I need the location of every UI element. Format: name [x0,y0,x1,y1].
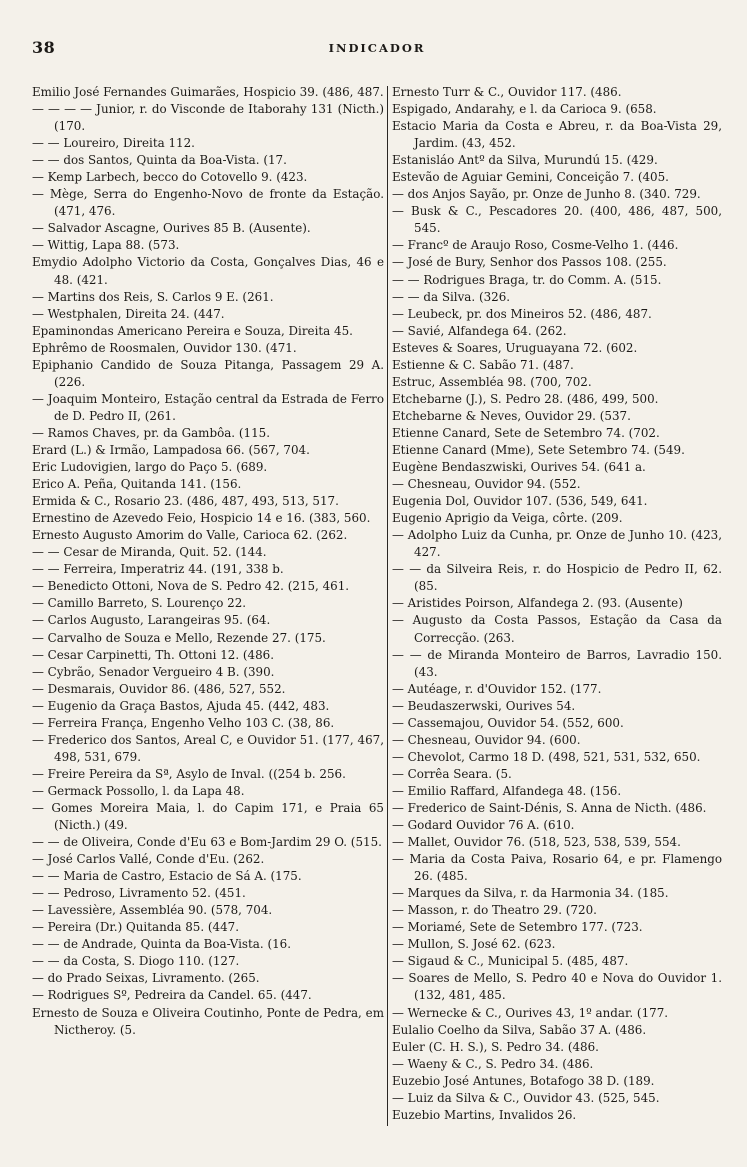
directory-entry: — Autéage, r. d'Ouvidor 152. (177. [392,681,602,696]
directory-entry: — Masson, r. do Theatro 29. (720. [392,903,597,918]
directory-entry: — Cassemajou, Ouvidor 54. (552, 600. [392,715,624,730]
directory-entry: — Godard Ouvidor 76 A. (610. [392,818,575,833]
directory-entry: — Frederico de Saint-Dénis, S. Anna de Nicth. (486. [392,800,707,815]
directory-entry: Eugenio Aprigio da Veiga, côrte. (209. [392,511,623,526]
directory-entry: — Leubeck, pr. dos Mineiros 52. (486, 487. [392,306,652,321]
directory-entry: Eugène Bendaszwiski, Ourives 54. (641 a. [392,460,646,475]
directory-entry: — Ferreira França, Engenho Velho 103 C. (38, 86. [32,715,335,730]
directory-entry: — Cesar Carpinetti, Th. Ottoni 12. (486. [32,647,275,662]
directory-entry: Epaminondas Americano Pereira e Souza, Direita 45. [32,323,353,338]
directory-entry: Estruc, Assembléa 98. (700, 702. [392,374,592,389]
directory-entry: — — Pedroso, Livramento 52. (451. [32,886,246,901]
directory-entry: — — de Miranda Monteiro de Barros, Lavradio 150. (43. [392,647,722,679]
directory-entry: — Germack Possollo, l. da Lapa 48. [32,783,245,798]
directory-entry: — Chevolot, Carmo 18 D. (498, 521, 531, 532, 650. [392,749,701,764]
directory-entry: — Desmarais, Ouvidor 86. (486, 527, 552. [32,681,286,696]
directory-entry: Estanisláo Antº da Silva, Murundú 15. (429. [392,153,658,168]
directory-entry: — Aristides Poirson, Alfandega 2. (93. (Ausente) [392,596,683,611]
directory-entry: — Kemp Larbech, becco do Cotovello 9. (423. [32,170,308,185]
directory-entry: — — da Silveira Reis, r. do Hospicio de Pedro II, 62. (85. [392,562,722,594]
directory-entry: Ernestino de Azevedo Feio, Hospicio 14 e 16. (383, 560. [32,511,371,526]
directory-entry: Estevão de Aguiar Gemini, Conceição 7. (405. [392,170,669,185]
directory-entry: — Waeny & C., S. Pedro 34. (486. [392,1056,594,1071]
directory-entry: — Westphalen, Direita 24. (447. [32,306,225,321]
directory-entry: Euzebio Martins, Invalidos 26. [392,1107,577,1122]
directory-entry: — Augusto da Costa Passos, Estação da Casa da Correcção. (263. [392,613,722,645]
directory-entry: — Luiz da Silva & C., Ouvidor 43. (525, 545. [392,1090,660,1105]
directory-entry: — Busk & C., Pescadores 20. (400, 486, 487, 500, 545. [392,204,722,236]
left-column [32,84,384,1039]
directory-entry: — Rodrigues Sº, Pedreira da Candel. 65. (447. [32,988,312,1003]
directory-entry: — Soares de Mello, S. Pedro 40 e Nova do Ouvidor 1. (132, 481, 485. [392,971,722,1003]
directory-entry: — Mallet, Ouvidor 76. (518, 523, 538, 539, 554. [392,835,681,850]
directory-entry: Eulalio Coelho da Silva, Sabão 37 A. (486. [392,1022,647,1037]
directory-entry: — — Loureiro, Direita 112. [32,136,195,151]
directory-entry: — Wernecke & C., Ourives 43, 1º andar. (177. [392,1005,669,1020]
column-divider [387,86,388,1126]
directory-entry: — José de Bury, Senhor dos Passos 108. (255. [392,255,667,270]
running-title: INDICADOR [328,41,426,55]
page-number: 38 [32,38,56,57]
directory-entry: Etchebarne & Neves, Ouvidor 29. (537. [392,408,631,423]
directory-entry: Euzebio José Antunes, Botafogo 38 D. (189. [392,1073,655,1088]
directory-entry: — Savié, Alfandega 64. (262. [392,323,567,338]
directory-entry: Emilio José Fernandes Guimarães, Hospicio 39. (486, 487. [32,85,384,99]
directory-entry: Etchebarne (J.), S. Pedro 28. (486, 499, 500. [392,391,659,406]
directory-entry: — Camillo Barreto, S. Lourenço 22. [32,596,247,611]
directory-entry: Ernesto Turr & C., Ouvidor 117. (486. [392,85,622,99]
directory-entry: — Salvador Ascagne, Ourives 85 B. (Ausente). [32,221,311,236]
right-column [392,84,722,1124]
directory-entry: Epiphanio Candido de Souza Pitanga, Passagem 29 A. (226. [32,357,384,389]
directory-entry: Eugenia Dol, Ouvidor 107. (536, 549, 641. [392,494,648,509]
directory-entry: — Ramos Chaves, pr. da Gambôa. (115. [32,425,270,440]
directory-entry: — Mullon, S. José 62. (623. [392,937,556,952]
directory-entry: — — da Silva. (326. [392,289,511,304]
directory-entry: Ermida & C., Rosario 23. (486, 487, 493, 513, 517. [32,494,339,509]
directory-entry: — — Rodrigues Braga, tr. do Comm. A. (515. [392,272,662,287]
directory-entry: — Cybrão, Senador Vergueiro 4 B. (390. [32,664,275,679]
directory-entry: Erard (L.) & Irmão, Lampadosa 66. (567, 704. [32,442,310,457]
directory-entry: Etienne Canard, Sete de Setembro 74. (702. [392,425,660,440]
directory-entry: — José Carlos Vallé, Conde d'Eu. (262. [32,852,265,867]
directory-entry: Erico A. Peña, Quitanda 141. (156. [32,477,242,492]
directory-entry: Ernesto Augusto Amorim do Valle, Carioca 62. (262. [32,528,348,543]
directory-entry: — Benedicto Ottoni, Nova de S. Pedro 42. (215, 461. [32,579,350,594]
directory-entry: — — — — Junior, r. do Visconde de Itaborahy 131 (Nicth.) (170. [32,102,384,134]
directory-entry: Estacio Maria da Costa e Abreu, r. da Boa-Vista 29, Jardim. (43, 452. [392,119,722,151]
directory-entry: — — de Andrade, Quinta da Boa-Vista. (16. [32,937,291,952]
directory-entry: — dos Anjos Sayão, pr. Onze de Junho 8. (340. 729. [392,187,701,202]
directory-entry: Etienne Canard (Mme), Sete Setembro 74. (549. [392,442,685,457]
directory-entry: — Adolpho Luiz da Cunha, pr. Onze de Junho 10. (423, 427. [392,528,722,560]
directory-entry: Esteves & Soares, Uruguayana 72. (602. [392,340,638,355]
directory-entry: Estienne & C. Sabão 71. (487. [392,357,574,372]
directory-entry: Ernesto de Souza e Oliveira Coutinho, Ponte de Pedra, em Nictheroy. (5. [32,1005,384,1037]
directory-entry: — Mège, Serra do Engenho-Novo de fronte da Estação. (471, 476. [32,187,384,219]
directory-entry: — Francº de Araujo Roso, Cosme-Velho 1. (446. [392,238,679,253]
page-header [32,38,722,60]
directory-entry: — Gomes Moreira Maia, l. do Capim 171, e Praia 65 (Nicth.) (49. [32,800,384,833]
directory-entry: — Maria da Costa Paiva, Rosario 64, e pr. Flamengo 26. (485. [392,852,722,884]
directory-entry: Ephrêmo de Roosmalen, Ouvidor 130. (471. [32,340,297,355]
directory-entry: Eric Ludovigien, largo do Paço 5. (689. [32,460,268,475]
directory-entry: — Chesneau, Ouvidor 94. (600. [392,732,581,747]
directory-entry: — Beudaszerwski, Ourives 54. [392,698,576,713]
directory-entry: — — Maria de Castro, Estacio de Sá A. (175. [32,869,302,884]
directory-entry: — Carlos Augusto, Larangeiras 95. (64. [32,613,271,628]
directory-entry: — Marques da Silva, r. da Harmonia 34. (185. [392,886,669,901]
directory-entry: Espigado, Andarahy, e l. da Carioca 9. (658. [392,102,657,117]
directory-entry: — Corrêa Seara. (5. [392,766,512,781]
directory-entry: — Moriamé, Sete de Setembro 177. (723. [392,920,643,935]
directory-entry: — — Ferreira, Imperatriz 44. (191, 338 b. [32,562,284,577]
directory-entry: — Freire Pereira da Sª, Asylo de Inval. ((254 b. 256. [32,766,346,781]
directory-entry: — — de Oliveira, Conde d'Eu 63 e Bom-Jardim 29 O. (515. [32,835,382,850]
directory-entry: — — Cesar de Miranda, Quit. 52. (144. [32,545,267,560]
directory-entry: — — da Costa, S. Diogo 110. (127. [32,954,240,969]
directory-entry: — Frederico dos Santos, Areal C, e Ouvidor 51. (177, 467, 498, 531, 679. [32,732,384,764]
directory-entry: — Lavessière, Assembléa 90. (578, 704. [32,903,273,918]
directory-entry: — Sigaud & C., Municipal 5. (485, 487. [392,954,629,969]
directory-entry: — Joaquim Monteiro, Estação central da Estrada de Ferro de D. Pedro II, (261. [32,391,384,423]
directory-entry: Emydio Adolpho Victorio da Costa, Gonçalves Dias, 46 e 48. (421. [32,255,384,287]
directory-entry: — Wittig, Lapa 88. (573. [32,238,180,253]
directory-entry: — Emilio Raffard, Alfandega 48. (156. [392,783,622,798]
directory-entry: — Eugenio da Graça Bastos, Ajuda 45. (442, 483. [32,698,330,713]
directory-entry: — — dos Santos, Quinta da Boa-Vista. (17. [32,153,287,168]
directory-entry: Euler (C. H. S.), S. Pedro 34. (486. [392,1039,599,1054]
directory-entry: — Carvalho de Souza e Mello, Rezende 27. (175. [32,630,326,645]
directory-entry: — Martins dos Reis, S. Carlos 9 E. (261. [32,289,274,304]
directory-entry: — Chesneau, Ouvidor 94. (552. [392,477,581,492]
directory-entry: — Pereira (Dr.) Quitanda 85. (447. [32,920,240,935]
directory-entry: — do Prado Seixas, Livramento. (265. [32,971,260,986]
directory-columns [32,84,722,1144]
